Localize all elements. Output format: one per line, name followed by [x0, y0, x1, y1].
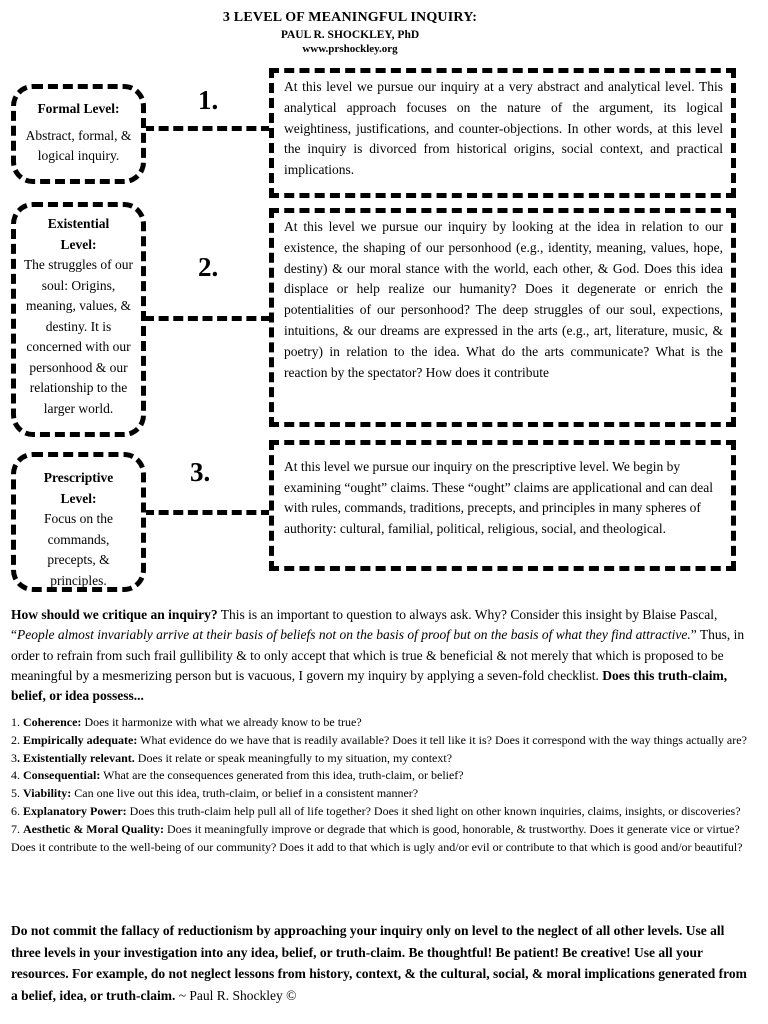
list-item: 4. Consequential: What are the consequences generated from this idea, truth-claim, or belief?: [11, 768, 464, 783]
level-description-formal: At this level we pursue our inquiry at a very abstract and analytical level. This analytical approach focuses on the nature of the argument, its logical weightiness, justifications, and counter-objections. In other words, at this level the inquiry is divorced from historical origins, social context, and practical implications.: [269, 68, 736, 198]
connector-level-2: [144, 316, 271, 321]
level-box-existential: [11, 202, 146, 437]
level-number-2: 2.: [198, 252, 219, 282]
author-name: PAUL R. SHOCKLEY, PhD: [280, 29, 420, 41]
list-item: 3. Existentially relevant. Does it relate or speak meaningfully to my situation, my context?: [11, 750, 453, 765]
critique-question: How should we critique an inquiry?: [11, 607, 218, 622]
document-title: 3 LEVEL OF MEANINGFUL INQUIRY:: [222, 10, 478, 25]
list-item: 5. Viability: Can one live out this idea, truth-claim, or belief in a consistent manner?: [11, 786, 419, 801]
connector-level-3: [144, 510, 271, 515]
list-item: 1. Coherence: Does it harmonize with what we already know to be true?: [11, 715, 362, 729]
checklist: [11, 714, 753, 856]
level-description-prescriptive: At this level we pursue our inquiry on the prescriptive level. We begin by examining “ought” claims. These “ought” claims are applicational and can deal with rules, commands, traditions, precepts, and principles in many spheres of authority: cultural, familial, political, religious, social, and theological.: [269, 440, 736, 571]
checklist-lead: Does this truth-claim, belief, or idea possess...: [11, 667, 728, 704]
level-name: Formal Level:: [37, 101, 120, 116]
document-header: [0, 10, 700, 55]
closing-text: Do not commit the fallacy of reductionism by approaching your inquiry only on level to the neglect of all other levels. Use all three levels in your investigation into any idea, belief, or truth-claim. Be thoughtful! Be patient! Be creative! Use all your resources. For example, do not neglect lessons from history, context, & the cultural, social, & moral implications generated from a belief, idea, or truth-claim.: [11, 923, 747, 1003]
connector-level-1: [144, 126, 271, 131]
level-number-3: 3.: [190, 457, 211, 487]
critique-rest: ” Thus, in order to refrain from such frail gullibility & to only accept that which is true & beneficial & not merely that which is proposed to be meaningful by a mesmerizing person but is vacuous, I govern my inquiry by applying a seven-fold checklist.: [11, 627, 745, 683]
level-box-formal: [11, 84, 146, 184]
level-summary: The struggles of our soul: Origins, meaning, values, & destiny. It is concerned with our personhood & our relationship to the larger world.: [23, 257, 134, 416]
level-number-1: 1.: [198, 85, 219, 115]
level-name: Prescriptive Level:: [43, 470, 114, 506]
level-description-existential: At this level we pursue our inquiry by looking at the idea in relation to our existence, the shaping of our personhood (e.g., identity, meaning, values, hope, destiny) & our moral stance with the world, each other, & God. Does this idea displace or help realize our humanity? Does it degenerate or enrich the potentialities of our personhood? The deep struggles of our soul, expections, intuitions, & our dreams are expressed in the arts (e.g., art, literature, music, & poetry) in relation to the idea. What do the arts communicate? What is the reaction by the spectator? How does it contribute: [269, 208, 736, 427]
pascal-quote: People almost invariably arrive at their basis of beliefs not on the basis of proof but on the basis of what they find attractive.: [17, 627, 691, 643]
level-name: Existential Level:: [47, 216, 110, 252]
critique-paragraph: [11, 605, 753, 706]
level-box-prescriptive: [11, 452, 146, 592]
level-summary: Focus on the commands, precepts, & principles.: [44, 511, 113, 588]
closing-paragraph: [11, 920, 753, 1006]
level-summary: Abstract, formal, & logical inquiry.: [25, 127, 132, 163]
critique-intro: This is an important to question to always ask. Why? Consider this insight by Blaise Pascal, “: [11, 607, 718, 643]
author-website[interactable]: www.prshockley.org: [302, 43, 398, 55]
signature: ~ Paul R. Shockley ©: [175, 987, 297, 1003]
list-item: 7. Aesthetic & Moral Quality: Does it meaningfully improve or degrade that which is good, honorable, & trustworthy. Does it generate vice or virtue? Does it contribute to the well-being of our community? Does it add to that which is ugly and/or evil or contribute to that which is good and/or beautiful?: [11, 821, 743, 854]
list-item: 2. Empirically adequate: What evidence do we have that is readily available? Does it tell like it is? Does it correspond with the way things actually are?: [11, 732, 747, 747]
list-item: 6. Explanatory Power: Does this truth-claim help pull all of life together? Does it shed light on other known inquiries, claims, insights, or discoveries?: [11, 803, 741, 818]
